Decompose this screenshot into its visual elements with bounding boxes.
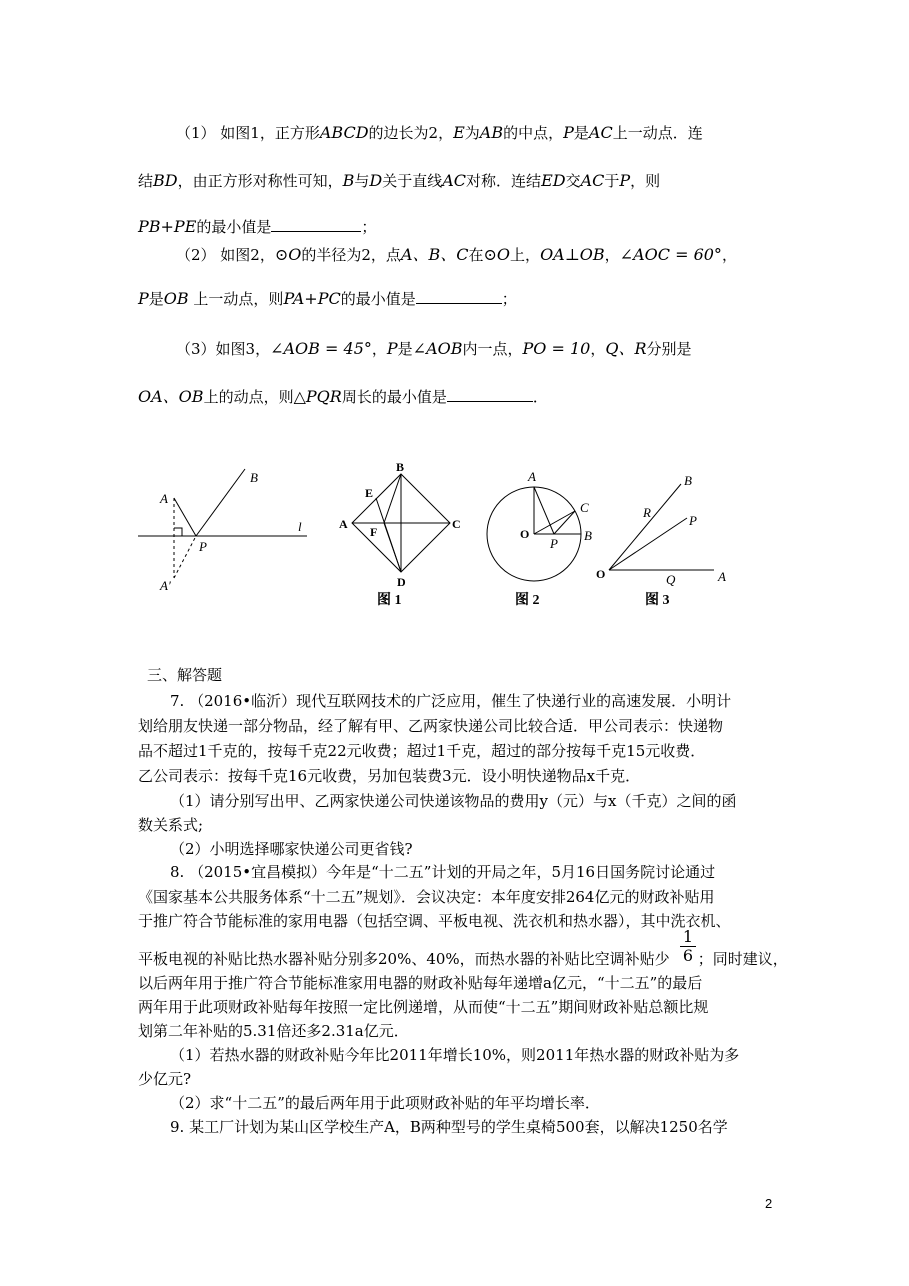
fig3-label-b: B	[684, 473, 692, 488]
fig1-label-b: B	[396, 460, 405, 474]
fig2-segment-pc	[554, 511, 575, 534]
fig0-label-a: A	[160, 491, 168, 506]
fig3-label-p: P	[689, 513, 697, 528]
text: 的边长为2，	[368, 124, 454, 142]
fig3-label-r: R	[643, 505, 651, 520]
math: A、B、C	[400, 245, 469, 264]
text: 上一动点，则	[188, 290, 284, 308]
q7-sub1-line2: 数关系式;	[138, 816, 204, 834]
text: 内一点，	[462, 340, 523, 358]
math: Q、R	[605, 339, 647, 358]
math: P	[138, 289, 149, 308]
q8-line6: 两年用于此项财政补贴每年按照一定比例递增，从而使“十二五”期间财政补贴总额比规	[138, 998, 709, 1016]
text: 于	[604, 172, 620, 190]
math: P	[386, 339, 398, 358]
math: ∠AOB = 45°	[270, 339, 372, 358]
fig3-label-a: A	[718, 569, 726, 584]
fig0-label-a2: A′	[160, 578, 171, 593]
math: AC	[442, 171, 467, 190]
text: 是	[397, 340, 413, 358]
text: 周长的最小值是	[341, 388, 447, 406]
text: 交	[565, 172, 581, 190]
math: BD	[153, 171, 178, 190]
math: B	[342, 171, 355, 190]
fig0-segment-pb	[196, 469, 245, 536]
fig2-label-a: A	[528, 469, 536, 484]
fig2-radius-oc	[534, 511, 575, 534]
q8-line1: 8. （2015•宜昌模拟）今年是“十二五”计划的开局之年，5月16日国务院讨论通过	[170, 863, 716, 881]
math: P	[619, 171, 631, 190]
q7-line3: 品不超过1千克的，按每千克22元收费；超过1千克，超过的部分按每千克15元收费．	[138, 742, 706, 760]
fig1-segment-pb	[384, 474, 401, 523]
fraction-denominator: 6	[682, 946, 694, 965]
text: ；	[361, 218, 377, 236]
math: AB	[479, 123, 504, 142]
math: △PQR	[293, 387, 342, 406]
text: 的最小值是	[196, 218, 272, 236]
math: ED	[541, 171, 566, 190]
fig1-label-e: E	[365, 486, 374, 500]
math: P	[563, 123, 574, 142]
page-number: 2	[765, 1196, 773, 1211]
fig2-caption: 图 2	[515, 593, 540, 608]
q9-line1: 9. 某工厂计划为某山区学校生产A，B两种型号的学生桌椅500套，以解决1250名学	[170, 1118, 728, 1136]
text: 是	[148, 290, 164, 308]
math: ⊙O	[274, 245, 302, 264]
section-heading: 三、解答题	[147, 666, 223, 684]
fig0-label-b: B	[250, 470, 258, 485]
math: ∠AOB	[412, 339, 463, 358]
math: PA+PC	[283, 289, 341, 308]
text: 的半径为2，点	[301, 246, 401, 264]
fig0-dashed-a2p	[174, 536, 196, 578]
fig2-label-o: O	[520, 527, 530, 541]
fig3-caption: 图 3	[645, 593, 670, 608]
fig0-label-l: l	[298, 519, 302, 534]
text: ，由正方形对称性可知，	[177, 172, 343, 190]
fig3-ray-ob	[609, 484, 681, 570]
fig0-segment-ap	[174, 498, 196, 536]
q8-sub1-line1: （1）若热水器的财政补贴今年比2011年增长10%，则2011年热水器的财政补贴为多	[170, 1046, 740, 1064]
math: PO = 10	[522, 339, 591, 358]
q8-line4	[138, 948, 788, 970]
text: ；	[501, 290, 517, 308]
geometry-figures	[0, 0, 909, 640]
text: 上的动点，则	[203, 388, 294, 406]
text: 上一动点．连	[612, 124, 703, 142]
q8-line3: 于推广符合节能标准的家用电器（包括空调、平板电视、洗衣机和热水器），其中洗衣机、	[138, 912, 731, 930]
q7-sub2: （2）小明选择哪家快递公司更省钱?	[170, 840, 413, 858]
fig3-label-q: Q	[666, 572, 676, 587]
fig3-segment-op	[609, 518, 687, 570]
text: 对称．连结	[466, 172, 542, 190]
fig3-label-o: O	[596, 567, 606, 581]
fraction-numerator: 1	[682, 927, 694, 946]
text: ．	[532, 388, 548, 406]
text: ，则	[630, 172, 661, 190]
fig1-label-a: A	[339, 517, 348, 531]
q7-line1: 7. （2016•临沂）现代互联网技术的广泛应用，催生了快递行业的高速发展．小明计	[170, 692, 732, 710]
fig1-label-f: F	[370, 525, 378, 539]
text: 上，	[510, 246, 541, 264]
text: ，	[590, 340, 606, 358]
text: ，	[604, 246, 620, 264]
text: 分别是	[646, 340, 692, 358]
math: OA⊥OB	[540, 245, 605, 264]
text: 的中点，	[503, 124, 564, 142]
fig2-label-b: B	[584, 528, 592, 543]
q7-line2: 划给朋友快递一部分物品，经了解有甲、乙两家快递公司比较合适．甲公司表示：快递物	[138, 717, 724, 735]
fig1-label-c: C	[452, 517, 461, 531]
text: 与	[354, 172, 370, 190]
text: 的最小值是	[340, 290, 416, 308]
text: 平板电视的补贴比热水器补贴分别多20%、40%，而热水器的补贴比空调补贴少	[138, 950, 670, 968]
q8-line7: 划第二年补贴的5.31倍还多2.31a亿元．	[138, 1022, 409, 1040]
math: ABCD	[319, 123, 369, 142]
text: 为	[464, 124, 480, 142]
fig2-segment-ap	[534, 487, 554, 534]
text: ；同时建议，	[697, 950, 788, 968]
q7-sub1-line1: （1）请分别写出甲、乙两家快递公司快递该物品的费用y（元）与x（千克）之间的函	[170, 792, 737, 810]
text: （3）如图3，	[176, 340, 271, 358]
math: AC	[580, 171, 605, 190]
text: 在	[468, 246, 484, 264]
text: 关于直线	[382, 172, 443, 190]
math: OA、OB	[138, 387, 204, 406]
math: E	[453, 123, 465, 142]
math: ⊙O	[483, 245, 511, 264]
math: ∠AOC = 60°	[619, 245, 722, 264]
q8-sub1-line2: 少亿元?	[138, 1070, 192, 1088]
text: （1） 如图1，正方形	[176, 124, 320, 142]
fig1-caption: 图 1	[377, 593, 402, 608]
fig0-label-p: P	[199, 539, 207, 554]
text: （2） 如图2，	[176, 246, 275, 264]
q8-sub2: （2）求“十二五”的最后两年用于此项财政补贴的年平均增长率．	[170, 1094, 600, 1112]
fig2-label-c: C	[580, 500, 589, 515]
text: ，	[371, 340, 387, 358]
text: 是	[573, 124, 589, 142]
fig1-label-d: D	[397, 575, 406, 589]
math: OB	[163, 289, 189, 308]
text: 结	[138, 172, 154, 190]
math: PB+PE	[138, 217, 197, 236]
fig2-label-p: P	[550, 536, 558, 551]
q7-line4: 乙公司表示：按每千克16元收费，另加包装费3元．设小明快递物品x千克．	[138, 767, 641, 785]
text: ，	[721, 246, 737, 264]
q8-line5: 以后两年用于推广符合节能标准家用电器的财政补贴每年递增a亿元，“十二五”的最后	[138, 974, 703, 992]
math: D	[369, 171, 383, 190]
math: AC	[588, 123, 613, 142]
q8-line2: 《国家基本公共服务体系“十二五”规划》．会议决定：本年度安排264亿元的财政补贴用	[138, 888, 715, 906]
fig0-right-angle	[174, 528, 182, 536]
fig1-segment-pd	[384, 523, 401, 572]
